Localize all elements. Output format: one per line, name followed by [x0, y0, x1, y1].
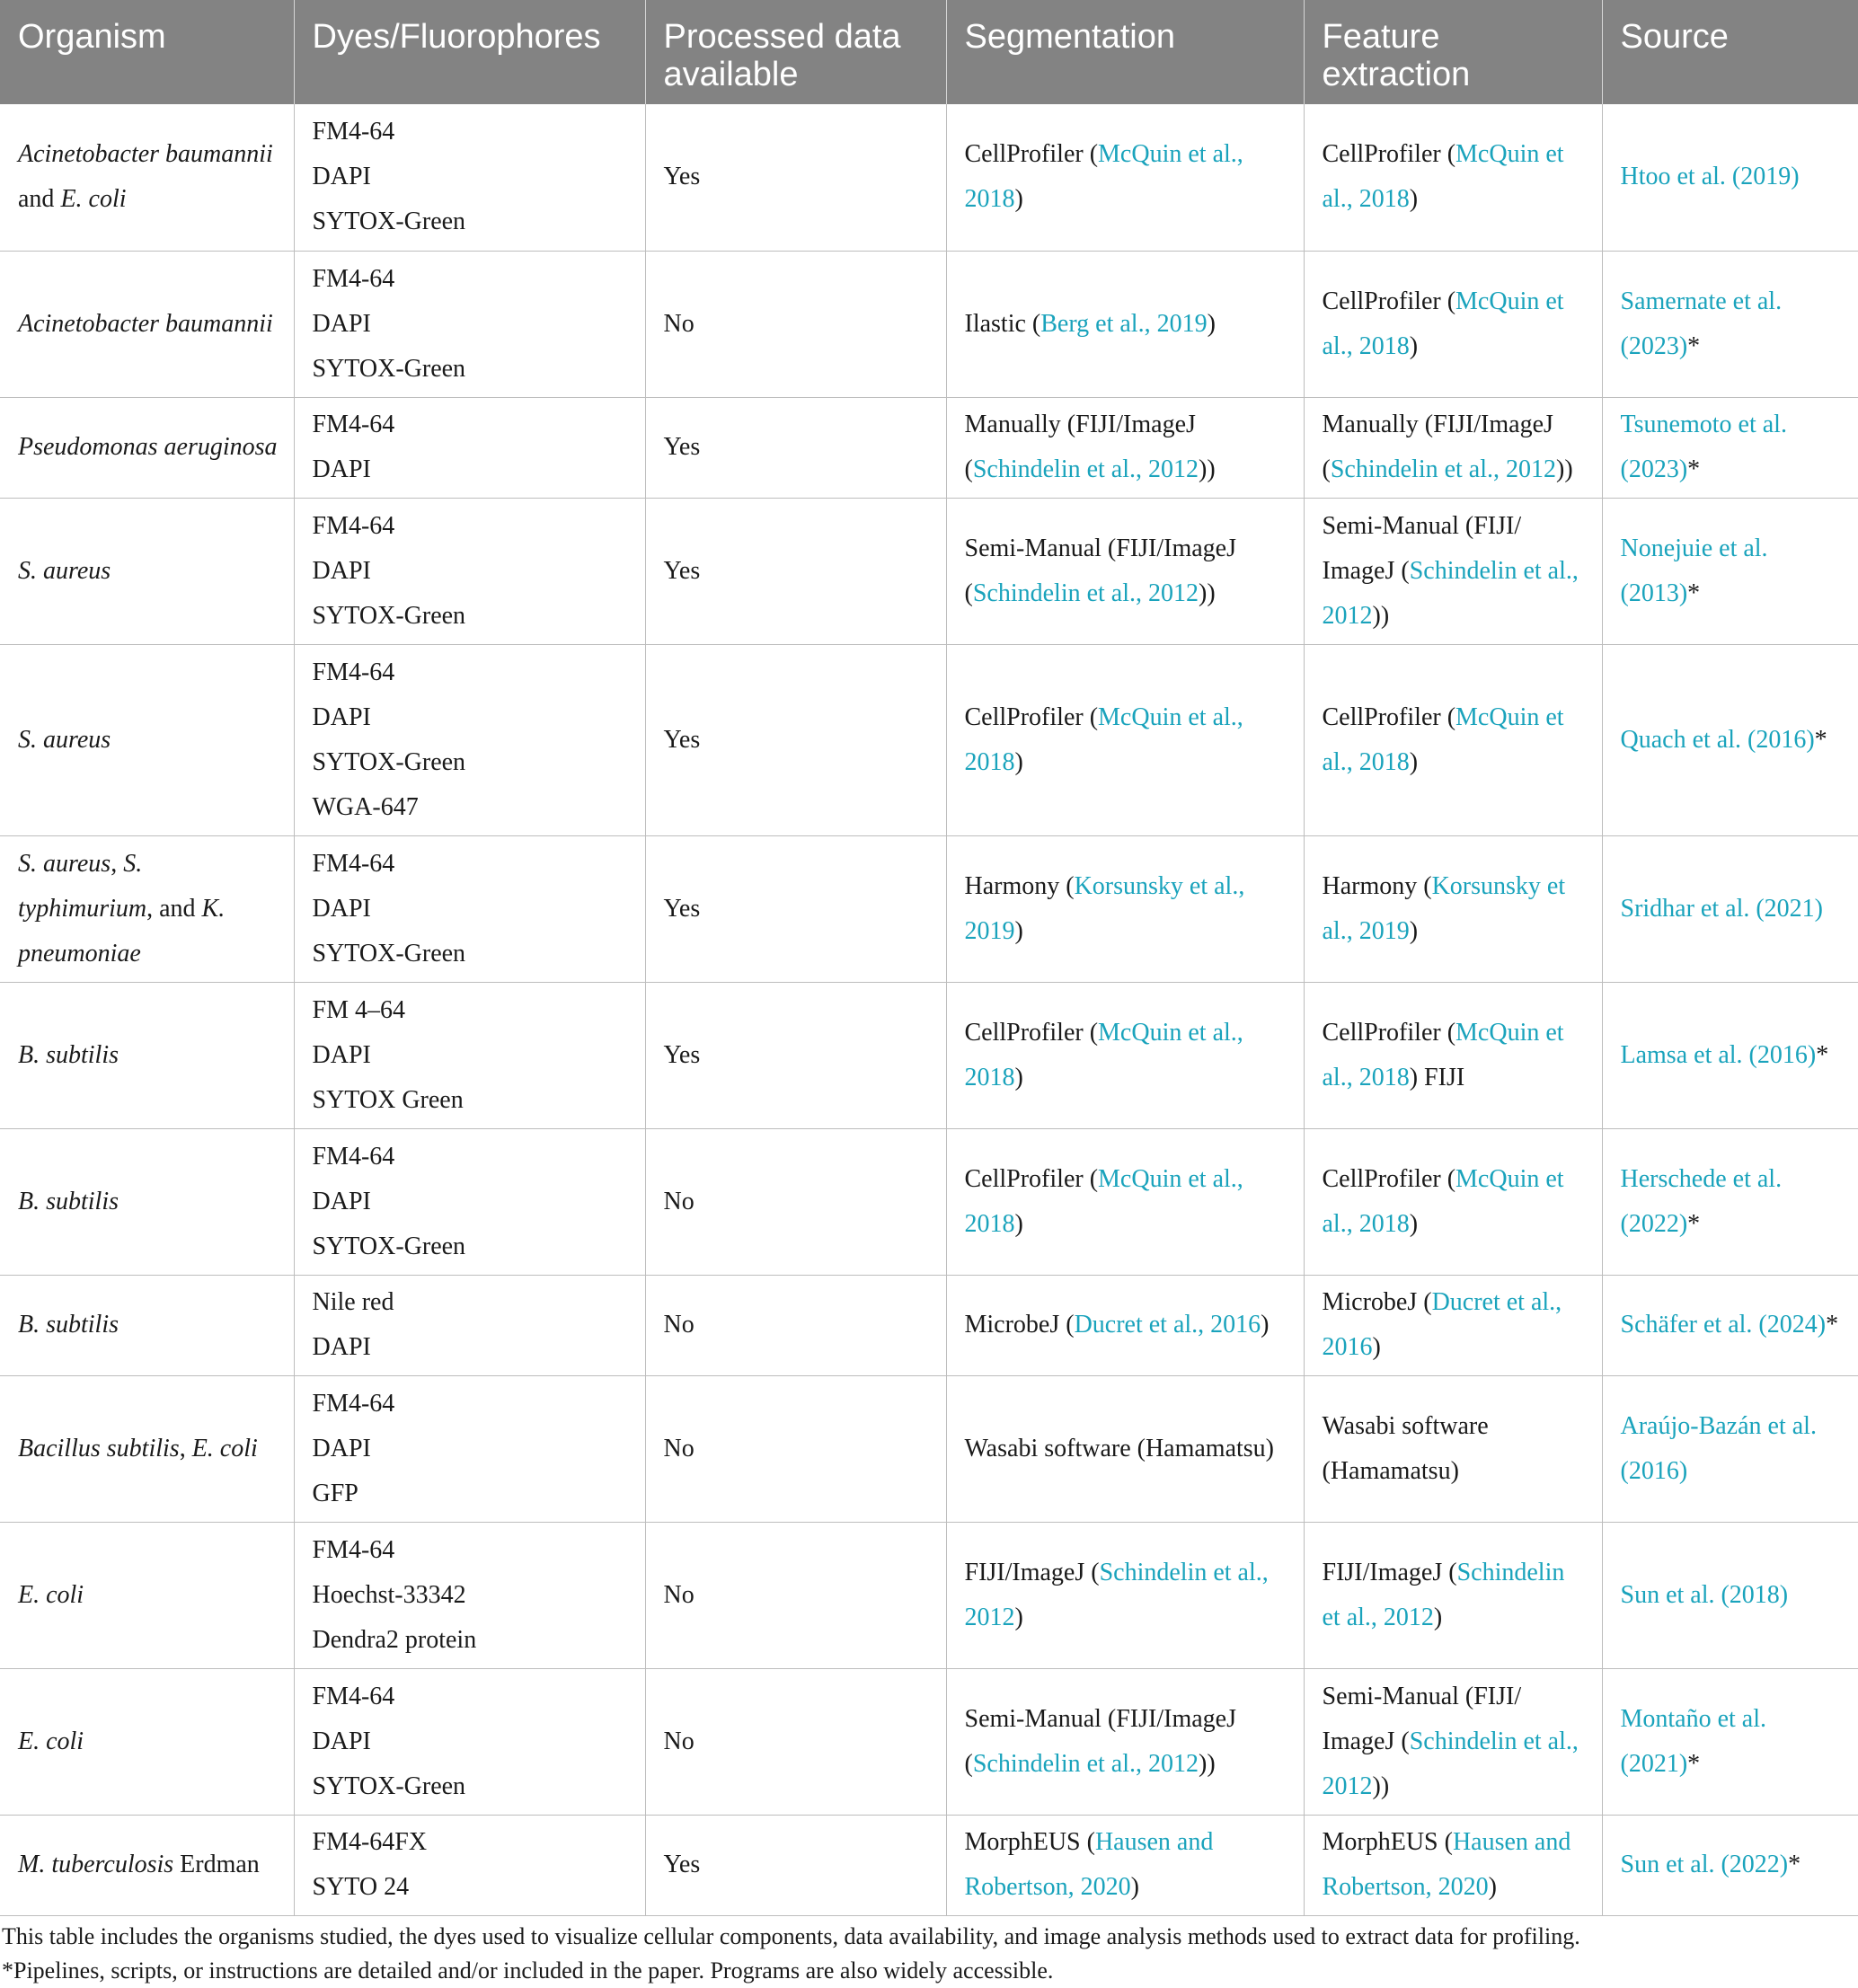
source-asterisk: *: [1788, 1851, 1801, 1878]
dye-item: WGA-647: [312, 792, 419, 821]
organism-connector: Erdman: [173, 1851, 260, 1878]
segmentation-citation: Berg et al., 2019: [1040, 309, 1208, 338]
source-citation: Sun et al. (2022): [1620, 1851, 1789, 1878]
segmentation-text: Harmony (: [964, 871, 1075, 900]
feature-text: Harmony (: [1322, 871, 1432, 900]
availability-value: Yes: [663, 163, 701, 191]
dye-item: FM4-64: [312, 118, 395, 146]
source-asterisk: *: [1687, 579, 1701, 607]
feature-citation: McQuin et al., 2018: [1322, 287, 1564, 360]
dye-item: DAPI: [312, 1333, 371, 1361]
table-row: [0, 982, 1858, 1128]
source-citation: Nonejuie et al. (2013): [1620, 534, 1768, 607]
segmentation-text: CellProfiler (: [964, 1164, 1099, 1193]
feature-citation: McQuin et al., 2018: [1322, 1164, 1564, 1238]
segmentation-citation: McQuin et al., 2018: [964, 1164, 1243, 1238]
feature-text: CellProfiler (: [1322, 287, 1456, 315]
segmentation-cell: [946, 397, 1304, 498]
table-row: [0, 104, 1858, 251]
dye-item: FM4-64: [312, 1682, 395, 1710]
dyes-cell: [294, 104, 645, 251]
source-cell: [1602, 104, 1858, 251]
processed-data-cell: [645, 1522, 946, 1668]
source-citation: Htoo et al. (2019): [1620, 163, 1800, 191]
segmentation-text: MorphEUS (: [964, 1828, 1095, 1856]
availability-value: Yes: [663, 1851, 701, 1878]
feature-text: CellProfiler (: [1322, 1164, 1456, 1193]
feature-text: CellProfiler (: [1322, 140, 1456, 169]
segmentation-text: Semi-Manual (FIJI/ImageJ (: [964, 534, 1236, 607]
dye-item: FM4-64FX: [312, 1828, 428, 1856]
feature-tail: ): [1409, 1209, 1419, 1238]
dyes-cell: [294, 835, 645, 982]
feature-citation: Schindelin et al., 2012: [1322, 1727, 1579, 1800]
header-organism: Organism: [0, 0, 294, 104]
segmentation-tail: ): [1261, 1311, 1270, 1339]
organism-cell: [0, 251, 294, 397]
feature-extraction-cell: [1304, 397, 1602, 498]
dyes-cell: [294, 1128, 645, 1275]
organism-name: Pseudomonas aeruginosa: [18, 433, 278, 461]
organism-cell: [0, 498, 294, 644]
dye-item: SYTOX-Green: [312, 601, 466, 630]
processed-data-cell: [645, 1275, 946, 1375]
organism-cell: [0, 982, 294, 1128]
header-row: [0, 0, 1858, 104]
organism-name: E. coli: [191, 1434, 258, 1462]
organism-name: B. subtilis: [18, 1040, 119, 1069]
segmentation-citation: Hausen and Robertson, 2020: [964, 1828, 1214, 1901]
segmentation-cell: [946, 251, 1304, 397]
organism-name: E. coli: [18, 1727, 84, 1755]
organism-name: S. aureus: [18, 556, 111, 585]
segmentation-citation: Schindelin et al., 2012: [972, 1749, 1199, 1778]
organism-cell: [0, 104, 294, 251]
dyes-cell: [294, 644, 645, 835]
segmentation-tail: ): [1014, 1063, 1023, 1091]
source-citation: Sridhar et al. (2021): [1620, 894, 1823, 923]
table-row: [0, 835, 1858, 982]
header-dyes: Dyes/Fluorophores: [294, 0, 645, 104]
dye-item: FM4-64: [312, 658, 395, 686]
segmentation-text: MicrobeJ (: [964, 1311, 1075, 1339]
segmentation-tail: )): [1199, 579, 1216, 607]
header-processed-data: Processed data available: [645, 0, 946, 104]
table-row: [0, 1275, 1858, 1375]
table-row: [0, 1375, 1858, 1522]
feature-text: FIJI/ImageJ (: [1322, 1558, 1457, 1586]
feature-text: CellProfiler (: [1322, 1018, 1456, 1047]
dye-item: DAPI: [312, 1040, 371, 1069]
source-asterisk: *: [1687, 1209, 1701, 1238]
organism-name: K. pneumoniae: [18, 894, 226, 967]
organism-cell: [0, 835, 294, 982]
segmentation-citation: McQuin et al., 2018: [964, 1018, 1243, 1091]
dye-item: Dendra2 protein: [312, 1625, 477, 1654]
feature-tail: ): [1433, 1603, 1443, 1631]
organism-connector: ,: [179, 1434, 192, 1462]
feature-extraction-cell: [1304, 1275, 1602, 1375]
segmentation-tail: ): [1207, 309, 1216, 338]
segmentation-cell: [946, 498, 1304, 644]
segmentation-cell: [946, 1275, 1304, 1375]
feature-text: MicrobeJ (: [1322, 1288, 1432, 1316]
feature-text: CellProfiler (: [1322, 702, 1456, 731]
dye-item: DAPI: [312, 1434, 371, 1462]
organism-cell: [0, 1275, 294, 1375]
source-asterisk: *: [1687, 331, 1701, 360]
dye-item: FM4-64: [312, 411, 395, 438]
source-citation: Schäfer et al. (2024): [1620, 1311, 1827, 1339]
availability-value: Yes: [663, 1040, 701, 1069]
feature-text: Wasabi software (Hamamatsu): [1322, 1411, 1489, 1485]
organism-name: S. aureus: [18, 725, 111, 754]
table-row: [0, 498, 1858, 644]
organism-cell: [0, 1375, 294, 1522]
dye-item: SYTO 24: [312, 1873, 410, 1901]
segmentation-cell: [946, 1375, 1304, 1522]
segmentation-cell: [946, 1815, 1304, 1915]
table-row: [0, 1128, 1858, 1275]
processed-data-cell: [645, 982, 946, 1128]
dye-item: Hoechst-33342: [312, 1580, 466, 1609]
feature-extraction-cell: [1304, 1128, 1602, 1275]
segmentation-text: Manually (FIJI/ImageJ (: [964, 411, 1196, 483]
segmentation-tail: ): [1014, 916, 1023, 945]
processed-data-cell: [645, 1128, 946, 1275]
feature-citation: McQuin et al., 2018: [1322, 1018, 1564, 1091]
table-row: [0, 251, 1858, 397]
header-feature-extraction: Feature extraction: [1304, 0, 1602, 104]
feature-citation: Schindelin et al., 2012: [1322, 556, 1579, 630]
organism-name: M. tuberculosis: [18, 1851, 174, 1878]
organism-name: S. typhimurium: [18, 849, 147, 923]
feature-tail: )): [1372, 1772, 1390, 1800]
segmentation-cell: [946, 1668, 1304, 1815]
source-asterisk: *: [1816, 1040, 1829, 1069]
availability-value: No: [663, 309, 695, 338]
processed-data-cell: [645, 644, 946, 835]
dye-item: SYTOX Green: [312, 1085, 464, 1114]
availability-value: No: [663, 1580, 695, 1609]
organism-cell: [0, 1668, 294, 1815]
source-asterisk: *: [1687, 455, 1701, 483]
dye-item: DAPI: [312, 1727, 371, 1755]
segmentation-cell: [946, 104, 1304, 251]
dyes-cell: [294, 397, 645, 498]
feature-citation: Schindelin et al., 2012: [1322, 1558, 1565, 1631]
dye-item: GFP: [312, 1479, 358, 1507]
source-citation: Sun et al. (2018): [1620, 1580, 1789, 1609]
feature-tail: )): [1556, 455, 1573, 483]
dye-item: DAPI: [312, 455, 371, 483]
segmentation-cell: [946, 982, 1304, 1128]
feature-text: MorphEUS (: [1322, 1828, 1453, 1856]
dye-item: FM 4–64: [312, 995, 405, 1024]
processed-data-cell: [645, 251, 946, 397]
dye-item: SYTOX-Green: [312, 1232, 466, 1260]
segmentation-citation: Schindelin et al., 2012: [972, 455, 1199, 483]
segmentation-text: Wasabi software (Hamamatsu): [964, 1434, 1275, 1462]
dye-item: DAPI: [312, 1187, 371, 1215]
source-citation: Tsunemoto et al. (2023): [1620, 411, 1787, 483]
source-cell: [1602, 498, 1858, 644]
feature-extraction-cell: [1304, 982, 1602, 1128]
table-row: [0, 644, 1858, 835]
organism-cell: [0, 397, 294, 498]
segmentation-citation: Korsunsky et al., 2019: [964, 871, 1245, 945]
processed-data-cell: [645, 498, 946, 644]
feature-extraction-cell: [1304, 1375, 1602, 1522]
dyes-cell: [294, 1375, 645, 1522]
dyes-cell: [294, 251, 645, 397]
dye-item: SYTOX-Green: [312, 939, 466, 967]
availability-value: No: [663, 1187, 695, 1215]
feature-tail: )): [1372, 601, 1390, 630]
source-cell: [1602, 982, 1858, 1128]
organism-cell: [0, 1522, 294, 1668]
dye-item: Nile red: [312, 1288, 394, 1316]
source-cell: [1602, 397, 1858, 498]
availability-value: No: [663, 1311, 695, 1339]
availability-value: No: [663, 1434, 695, 1462]
processed-data-cell: [645, 1815, 946, 1915]
source-asterisk: *: [1826, 1311, 1839, 1339]
feature-extraction-cell: [1304, 104, 1602, 251]
feature-citation: McQuin et al., 2018: [1322, 140, 1564, 214]
feature-tail: ): [1409, 185, 1419, 214]
segmentation-citation: Schindelin et al., 2012: [964, 1558, 1269, 1631]
feature-citation: Ducret et al., 2016: [1322, 1288, 1562, 1361]
segmentation-text: CellProfiler (: [964, 140, 1099, 169]
feature-citation: Hausen and Robertson, 2020: [1322, 1828, 1571, 1901]
organism-name: E. coli: [60, 185, 127, 214]
segmentation-text: Semi-Manual (FIJI/ImageJ (: [964, 1704, 1236, 1778]
dye-item: SYTOX-Green: [312, 1772, 466, 1800]
feature-citation: Korsunsky et al., 2019: [1322, 871, 1566, 945]
source-citation: Samernate et al. (2023): [1620, 287, 1783, 360]
dye-item: DAPI: [312, 309, 371, 338]
segmentation-text: FIJI/ImageJ (: [964, 1558, 1100, 1586]
footnote-description: This table includes the organisms studied, the dyes used to visualize cellular components, data availability, and image analysis methods used to extract data for profiling.: [2, 1922, 1580, 1949]
dye-item: DAPI: [312, 702, 371, 731]
organism-name: Bacillus subtilis: [18, 1434, 180, 1462]
source-citation: Quach et al. (2016): [1620, 725, 1815, 754]
organism-name: B. subtilis: [18, 1187, 119, 1215]
segmentation-text: CellProfiler (: [964, 702, 1099, 731]
source-cell: [1602, 835, 1858, 982]
organism-connector: and: [18, 185, 61, 214]
dyes-cell: [294, 982, 645, 1128]
table-row: [0, 397, 1858, 498]
source-citation: Lamsa et al. (2016): [1620, 1040, 1817, 1069]
header-segmentation: Segmentation: [946, 0, 1304, 104]
table-row: [0, 1815, 1858, 1915]
segmentation-tail: )): [1199, 1749, 1216, 1778]
organism-name: Acinetobacter baumannii: [18, 309, 273, 338]
dye-item: DAPI: [312, 556, 371, 585]
availability-value: Yes: [663, 894, 701, 923]
feature-extraction-cell: [1304, 251, 1602, 397]
segmentation-tail: ): [1130, 1873, 1139, 1901]
footnote-asterisk: *Pipelines, scripts, or instructions are detailed and/or included in the paper. Programs are also widely accessible.: [2, 1957, 1054, 1984]
source-cell: [1602, 1668, 1858, 1815]
footnotes: [0, 1916, 1858, 1988]
segmentation-text: Ilastic (: [964, 309, 1041, 338]
feature-tail: ) FIJI: [1409, 1063, 1465, 1091]
dye-item: FM4-64: [312, 1389, 395, 1418]
organism-cell: [0, 644, 294, 835]
source-asterisk: *: [1814, 725, 1827, 754]
dye-item: FM4-64: [312, 1142, 395, 1171]
feature-extraction-cell: [1304, 1668, 1602, 1815]
source-asterisk: *: [1687, 1749, 1701, 1778]
source-cell: [1602, 1275, 1858, 1375]
availability-value: Yes: [663, 433, 701, 461]
segmentation-tail: ): [1014, 747, 1023, 776]
source-cell: [1602, 1375, 1858, 1522]
header-source: Source: [1602, 0, 1858, 104]
organism-name: Acinetobacter baumannii: [18, 140, 273, 169]
segmentation-tail: ): [1014, 1603, 1023, 1631]
source-cell: [1602, 1128, 1858, 1275]
organism-cell: [0, 1128, 294, 1275]
segmentation-citation: Ducret et al., 2016: [1074, 1311, 1261, 1339]
segmentation-citation: McQuin et al., 2018: [964, 140, 1243, 214]
source-cell: [1602, 1815, 1858, 1915]
source-cell: [1602, 644, 1858, 835]
dyes-cell: [294, 1815, 645, 1915]
feature-tail: ): [1409, 331, 1419, 360]
segmentation-tail: )): [1199, 455, 1216, 483]
organism-connector: ,: [111, 849, 124, 878]
feature-citation: Schindelin et al., 2012: [1330, 455, 1557, 483]
segmentation-cell: [946, 644, 1304, 835]
dye-item: DAPI: [312, 163, 371, 191]
organism-name: B. subtilis: [18, 1311, 119, 1339]
segmentation-tail: ): [1014, 185, 1023, 214]
feature-tail: ): [1372, 1333, 1381, 1361]
feature-extraction-cell: [1304, 835, 1602, 982]
segmentation-citation: McQuin et al., 2018: [964, 702, 1243, 776]
segmentation-cell: [946, 835, 1304, 982]
dye-item: SYTOX-Green: [312, 208, 466, 236]
dye-item: FM4-64: [312, 264, 395, 293]
dye-item: FM4-64: [312, 849, 395, 878]
feature-citation: McQuin et al., 2018: [1322, 702, 1564, 776]
segmentation-cell: [946, 1522, 1304, 1668]
feature-tail: ): [1409, 747, 1419, 776]
dyes-cell: [294, 498, 645, 644]
source-citation: Montaño et al. (2021): [1620, 1704, 1767, 1778]
segmentation-citation: Schindelin et al., 2012: [972, 579, 1199, 607]
feature-extraction-cell: [1304, 1522, 1602, 1668]
feature-extraction-cell: [1304, 1815, 1602, 1915]
processed-data-cell: [645, 1375, 946, 1522]
segmentation-text: CellProfiler (: [964, 1018, 1099, 1047]
availability-value: Yes: [663, 556, 701, 585]
dye-item: SYTOX-Green: [312, 747, 466, 776]
processed-data-cell: [645, 835, 946, 982]
dyes-cell: [294, 1275, 645, 1375]
feature-tail: ): [1409, 916, 1419, 945]
feature-extraction-cell: [1304, 498, 1602, 644]
feature-text: Manually (FIJI/ImageJ (: [1322, 411, 1553, 483]
feature-extraction-cell: [1304, 644, 1602, 835]
source-cell: [1602, 1522, 1858, 1668]
organism-cell: [0, 1815, 294, 1915]
feature-text: Semi-Manual (FIJI/ ImageJ (: [1322, 1682, 1522, 1755]
availability-value: Yes: [663, 725, 701, 754]
organism-name: S. aureus: [18, 849, 111, 878]
availability-value: No: [663, 1727, 695, 1755]
dyes-cell: [294, 1522, 645, 1668]
dye-item: DAPI: [312, 894, 371, 923]
feature-text: Semi-Manual (FIJI/ ImageJ (: [1322, 511, 1522, 585]
dye-item: FM4-64: [312, 1535, 395, 1564]
table-row: [0, 1522, 1858, 1668]
processed-data-cell: [645, 104, 946, 251]
segmentation-cell: [946, 1128, 1304, 1275]
table-row: [0, 1668, 1858, 1815]
feature-tail: ): [1488, 1873, 1497, 1901]
dye-item: SYTOX-Green: [312, 354, 466, 383]
processed-data-cell: [645, 397, 946, 498]
source-citation: Araújo-Bazán et al. (2016): [1620, 1411, 1817, 1485]
source-cell: [1602, 251, 1858, 397]
organism-connector: , and: [146, 894, 202, 923]
source-citation: Herschede et al. (2022): [1620, 1164, 1783, 1238]
processed-data-cell: [645, 1668, 946, 1815]
organism-name: E. coli: [18, 1580, 84, 1609]
dyes-cell: [294, 1668, 645, 1815]
segmentation-tail: ): [1014, 1209, 1023, 1238]
dye-item: FM4-64: [312, 511, 395, 540]
